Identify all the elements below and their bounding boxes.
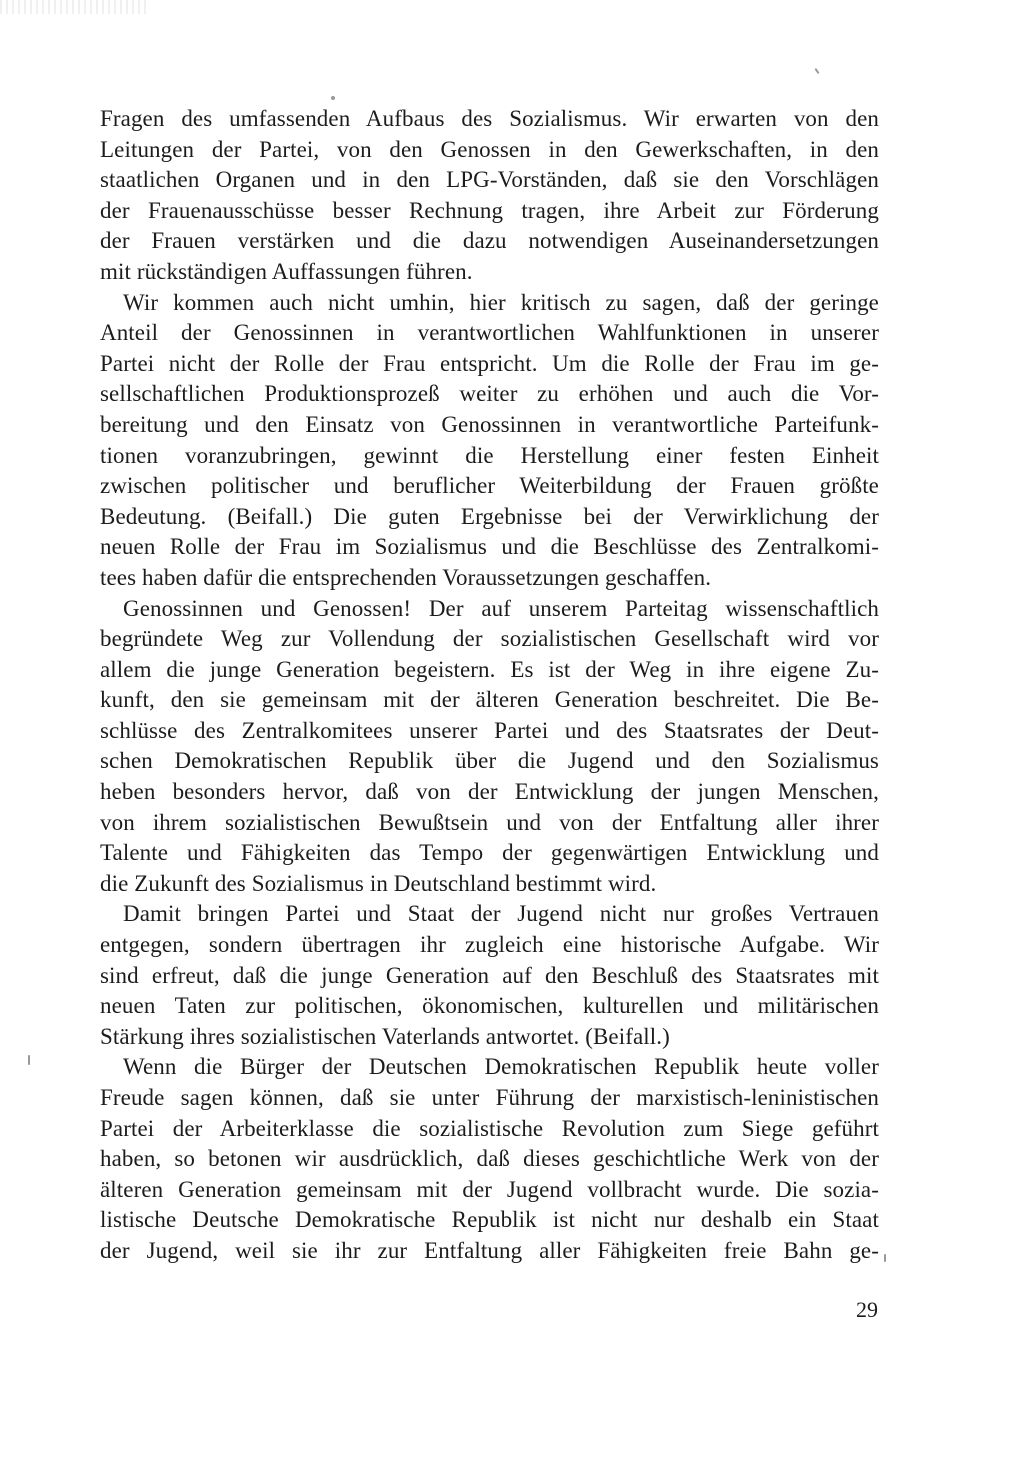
scan-speck bbox=[331, 96, 335, 100]
text-line: der Jugend, weil sie ihr zur Entfaltung aller Fähigkeiten freie Bahn ge- bbox=[100, 1237, 879, 1263]
text-line: der Frauenausschüsse besser Rechnung tragen, ihre Arbeit zur Förderung bbox=[100, 197, 879, 223]
text-line: sind erfreut, daß die junge Generation auf den Beschluß des Staatsrates mit bbox=[100, 962, 879, 988]
text-line: älteren Generation gemeinsam mit der Jugend vollbracht wurde. Die sozia- bbox=[100, 1176, 879, 1202]
text-line: allem die junge Generation begeistern. Es ist der Weg in ihre eigene Zu- bbox=[100, 656, 879, 682]
text-line: mit rückständigen Auffassungen führen. bbox=[100, 258, 473, 284]
text-line: Talente und Fähigkeiten das Tempo der gegenwärtigen Entwicklung und bbox=[100, 840, 879, 866]
scan-speck bbox=[884, 1254, 886, 1262]
text-line: die Zukunft des Sozialismus in Deutschland bestimmt wird. bbox=[100, 870, 657, 896]
text-line: listische Deutsche Demokratische Republik ist nicht nur deshalb ein Staat bbox=[100, 1207, 879, 1233]
text-line: heben besonders hervor, daß von der Entwicklung der jungen Menschen, bbox=[100, 779, 879, 805]
text-line: staatlichen Organen und in den LPG-Vorständen, daß sie den Vorschlägen bbox=[100, 167, 879, 193]
text-line: kunft, den sie gemeinsam mit der älteren Generation beschreitet. Die Be- bbox=[100, 687, 879, 713]
text-line: schlüsse des Zentralkomitees unserer Partei und des Staatsrates der Deut- bbox=[100, 717, 879, 743]
text-line: tees haben dafür die entsprechenden Voraussetzungen geschaffen. bbox=[100, 564, 712, 590]
text-line: neuen Rolle der Frau im Sozialismus und die Beschlüsse des Zentralkomi- bbox=[100, 534, 879, 560]
text-line: der Frauen verstärken und die dazu notwendigen Auseinandersetzungen bbox=[100, 228, 879, 254]
scan-speck bbox=[814, 68, 819, 74]
text-line: sellschaftlichen Produktionsprozeß weiter zu erhöhen und auch die Vor- bbox=[100, 381, 879, 407]
text-line: Anteil der Genossinnen in verantwortlichen Wahlfunktionen in unserer bbox=[100, 320, 879, 346]
text-line: tionen voranzubringen, gewinnt die Herstellung einer festen Einheit bbox=[100, 442, 879, 468]
text-line: entgegen, sondern übertragen ihr zugleich eine historische Aufgabe. Wir bbox=[100, 932, 879, 958]
text-line: Fragen des umfassenden Aufbaus des Sozialismus. Wir erwarten von den bbox=[100, 106, 879, 131]
text-line: Genossinnen und Genossen! Der auf unserem Parteitag wissenschaftlich bbox=[123, 595, 879, 621]
text-line: bereitung und den Einsatz von Genossinnen in verantwortliche Parteifunk- bbox=[100, 411, 879, 437]
text-line: haben, so betonen wir ausdrücklich, daß dieses geschichtliche Werk von der bbox=[100, 1146, 879, 1172]
page-number: 29 bbox=[856, 1297, 878, 1322]
text-line: Bedeutung. (Beifall.) Die guten Ergebnisse bei der Verwirklichung der bbox=[100, 503, 879, 529]
text-line: zwischen politischer und beruflicher Weiterbildung der Frauen größte bbox=[100, 473, 879, 499]
text-line: neuen Taten zur politischen, ökonomischen, kulturellen und militärischen bbox=[100, 993, 879, 1019]
text-line: Damit bringen Partei und Staat der Jugend nicht nur großes Vertrauen bbox=[123, 901, 879, 927]
text-line: Partei nicht der Rolle der Frau entspricht. Um die Rolle der Frau im ge- bbox=[100, 350, 879, 376]
text-line: begründete Weg zur Vollendung der sozialistischen Gesellschaft wird vor bbox=[100, 626, 879, 652]
text-line: Wenn die Bürger der Deutschen Demokratischen Republik heute voller bbox=[123, 1054, 879, 1080]
scan-speck bbox=[28, 1055, 30, 1065]
text-line: Leitungen der Partei, von den Genossen in den Gewerkschaften, in den bbox=[100, 136, 879, 162]
text-line: schen Demokratischen Republik über die Jugend und den Sozialismus bbox=[100, 748, 879, 774]
text-line: von ihrem sozialistischen Bewußtsein und von der Entfaltung aller ihrer bbox=[100, 809, 879, 835]
text-line: Partei der Arbeiterklasse die sozialistische Revolution zum Siege geführt bbox=[100, 1115, 879, 1141]
text-line: Stärkung ihres sozialistischen Vaterlands antwortet. (Beifall.) bbox=[100, 1023, 670, 1049]
body-text bbox=[100, 104, 879, 1267]
text-line: Wir kommen auch nicht umhin, hier kritisch zu sagen, daß der geringe bbox=[123, 289, 879, 315]
scan-edge-noise bbox=[0, 0, 150, 14]
text-line: Freude sagen können, daß sie unter Führung der marxistisch-leninistischen bbox=[100, 1085, 879, 1110]
